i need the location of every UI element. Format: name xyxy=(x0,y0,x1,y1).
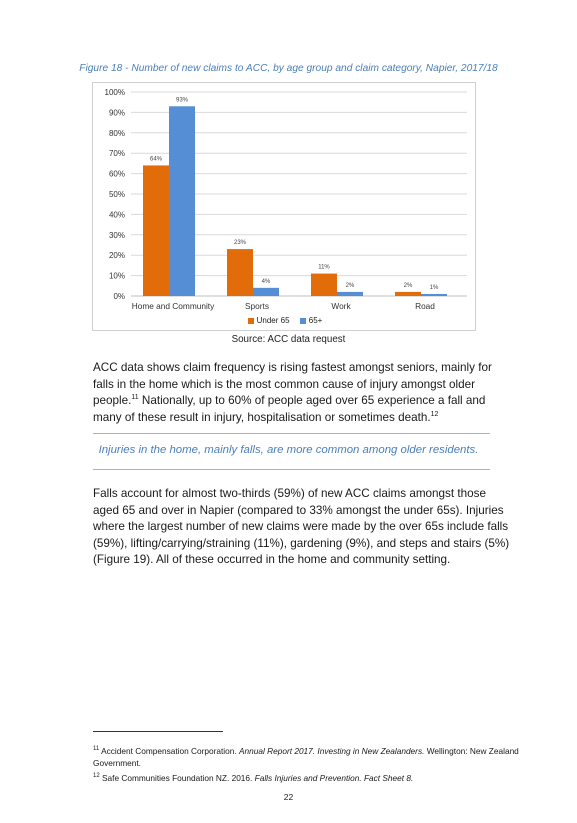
footnote-title: Annual Report 2017. Investing in New Zealanders. xyxy=(238,745,425,756)
paragraph-text: ACC data shows claim frequency is rising fastest amongst seniors, mainly for falls in the home which is the most common cause of injury amongst older people. xyxy=(93,361,492,408)
y-tick-label: 0% xyxy=(113,292,125,301)
bar-65-plus xyxy=(337,292,363,296)
y-tick-label: 100% xyxy=(104,88,125,97)
footnote-text: Wellington: New Zealand Government. xyxy=(93,745,519,768)
data-label: 2% xyxy=(403,282,413,289)
y-tick-label: 30% xyxy=(108,230,125,240)
paragraph-acc-data xyxy=(93,360,513,426)
bar-65-plus xyxy=(169,106,195,296)
y-tick-label: 90% xyxy=(108,108,125,118)
bar-under-65 xyxy=(311,274,337,296)
footnote-ref-11[interactable]: 11 xyxy=(131,394,139,402)
footnote-title: Falls Injuries and Prevention. Fact Sheet 8. xyxy=(254,772,414,783)
callout-rule-bottom xyxy=(93,469,490,470)
callout-rule-top xyxy=(93,433,490,434)
paragraph-falls: Falls account for almost two-thirds (59%) of new ACC claims amongst those aged 65 and over in Napier (compared to 33% amongst the under 65s). Injuries where the largest number of new claims were made by the over 65s include falls (59%), lifting/carrying/straining (11%), gardening (9%), and steps and stairs (5%) (Figure 19). All of these occurred in the home and community setting. xyxy=(93,487,510,567)
paragraph-text: Nationally, up to 60% of people aged over 65 experience a fall and many of these result in injury, hospitalisation or sometimes death. xyxy=(93,394,486,424)
y-tick-label: 20% xyxy=(108,251,125,261)
bar-65-plus xyxy=(421,294,447,296)
y-tick-label: 50% xyxy=(108,190,125,199)
footnote-12 xyxy=(93,770,523,784)
legend-swatch-under-65 xyxy=(248,318,254,324)
bar-under-65 xyxy=(227,249,253,296)
bar-65-plus xyxy=(253,288,279,296)
x-tick-label: Road xyxy=(415,301,435,311)
chart-legend xyxy=(93,316,477,325)
data-label: 23% xyxy=(233,240,247,247)
figure-title: Figure 18 - Number of new claims to ACC, by age group and claim category, Napier, 2017/18 xyxy=(79,63,498,74)
x-tick-label: Work xyxy=(331,301,351,311)
page-number: 22 xyxy=(283,792,294,802)
data-label: 11% xyxy=(318,264,330,271)
x-tick-label: Home and Community xyxy=(131,301,215,311)
data-label: 64% xyxy=(149,156,163,163)
footnote-11 xyxy=(93,743,523,769)
y-tick-label: 40% xyxy=(108,210,125,220)
footnote-number: 12 xyxy=(93,773,100,779)
bar-chart xyxy=(92,82,476,331)
y-tick-label: 60% xyxy=(108,169,125,179)
data-label: 93% xyxy=(175,97,189,104)
bar-under-65 xyxy=(395,292,421,296)
data-label: 2% xyxy=(345,282,355,289)
chart-svg xyxy=(93,83,477,332)
legend-item-65-plus xyxy=(300,316,323,325)
legend-swatch-65-plus xyxy=(300,318,306,324)
legend-label-65-plus: 65+ xyxy=(308,316,323,325)
callout-quote: Injuries in the home, mainly falls, are more common among older residents. xyxy=(98,444,479,456)
footnote-text: Accident Compensation Corporation. xyxy=(99,745,239,756)
y-tick-label: 80% xyxy=(108,128,125,138)
legend-label-under-65: Under 65 xyxy=(256,316,290,325)
figure-source: Source: ACC data request xyxy=(231,334,346,345)
footnote-separator xyxy=(93,731,223,732)
y-tick-label: 70% xyxy=(108,149,125,159)
y-tick-label: 10% xyxy=(108,271,125,281)
data-label: 4% xyxy=(261,278,271,285)
data-label: 1% xyxy=(429,284,439,291)
x-tick-label: Sports xyxy=(245,301,269,311)
footnote-text: Safe Communities Foundation NZ. 2016. xyxy=(99,772,255,783)
footnote-ref-12[interactable]: 12 xyxy=(430,410,439,418)
legend-item-under-65 xyxy=(248,316,290,325)
bar-under-65 xyxy=(143,165,169,296)
footnote-number: 11 xyxy=(93,746,100,752)
